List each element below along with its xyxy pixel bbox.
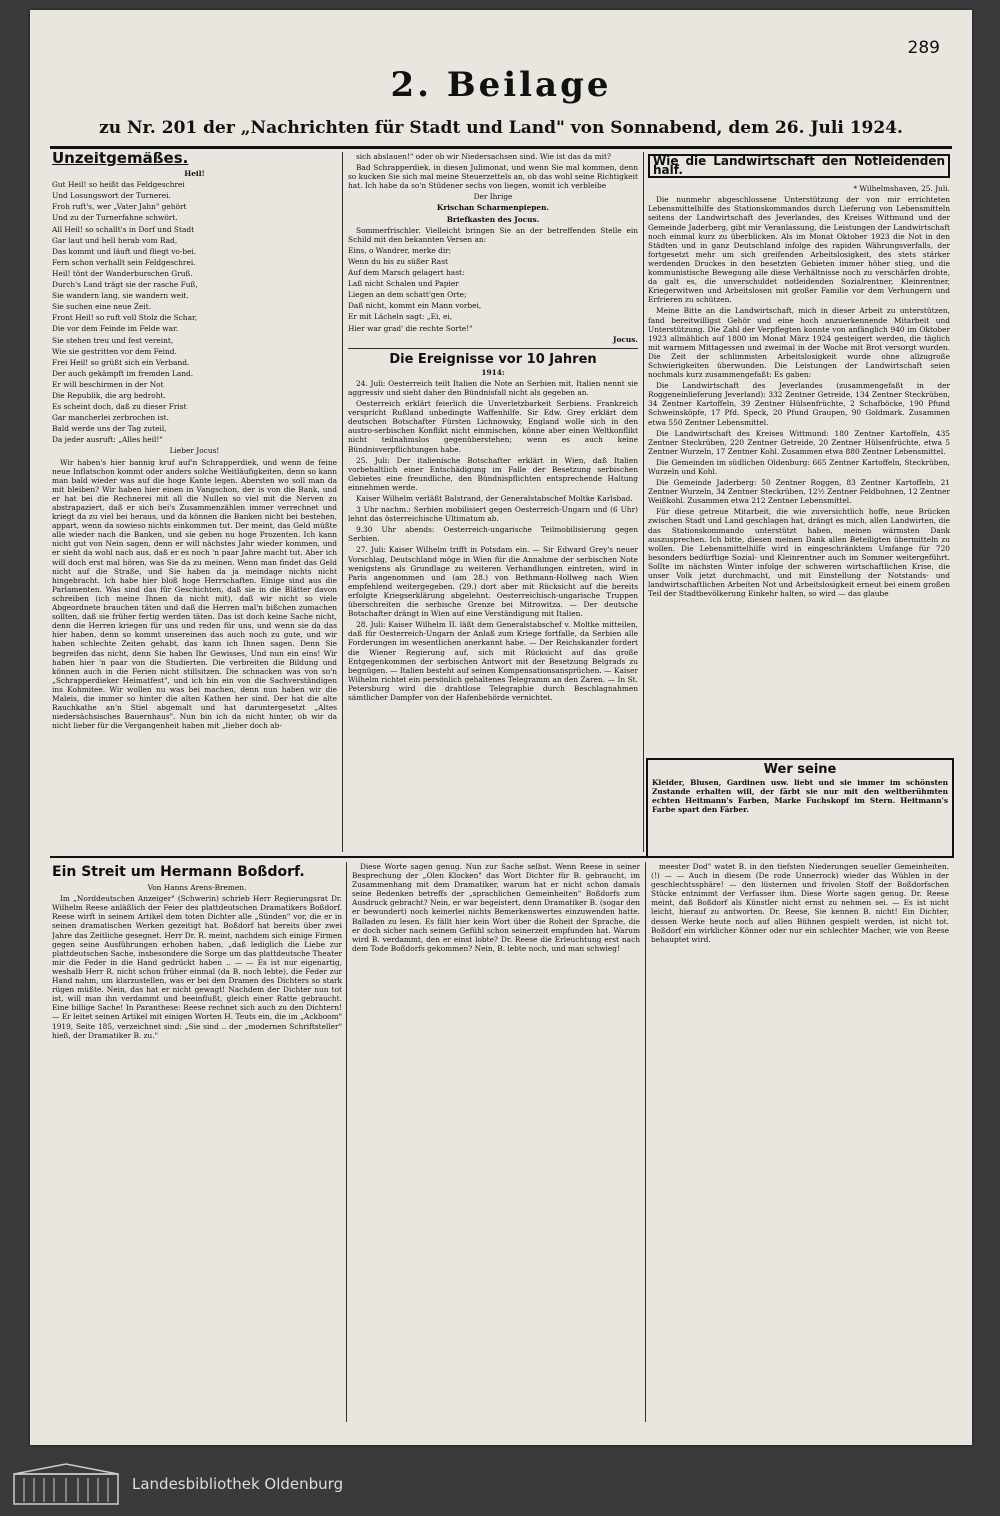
paragraph: Die Gemeinden im südlichen Oldenburg: 665 Zentner Kartoffeln, Steckrüben, Wurzeln und Kohl. [648,457,950,476]
article-rule [50,856,952,858]
event-entry: 3 Uhr nachm.: Serbien mobilisiert gegen Oesterreich-Ungarn und (6 Uhr) lehnt das österreichische Ultimatum ab. [348,505,638,524]
letter-text: Wir haben's hier bannig kruf auf'n Schrapperdiek, und wenn de feine neue Inflatschon kommt oder anders solche Weitläufigkeiten, denn so kann man bald wieder was auf die hoge Kante legen. Abersten wo soll man da mit bleiben? Wir haben hier einen in Vangschon, der is von die Bank, und er hat bei die Rechnerei mit all die Nullen so viel mit die Nerven zu abstrapaziert, daß er sich bei's Zusammenzählen immer verrechnet und kriegt da zu viel bei heraus, und da können die Banken nicht bei bestehen, appart, wenn da sowieso nichts einkommen tut. Der meint, das Geld müßte alle wieder nach die Banken, und sie geben nu hoge Prozenten. Ich kann nicht gut von Nein sagen, denn er will nächstes Jahr wieder kommen, und er sieht da wohl nach aus, daß er es noch 'n paar Jahre macht tut. Aber ich will doch erst mal hören, was Sie da zu meinen. Wenn man findet das Geld nicht auf die Straße, und Sie haben da ja meindage nichts nicht hingebracht. Ich habe hier bloß hoge Herrschaften. Einige sind aus die Parlamenten. Was sind das für Geschichten, daß sie in die Blätter davon schreiben (ich meine Ihnen da nicht mit), daß wir nicht so viele Abgeordnete brauchen täten und daß die Herren mal'n bißchen zumachen sollten, daß sie früher fertig werden täten. Das ist doch keine Sache nicht, denn die Herren kriegen für uns und reden für uns, und wenn sie da das hier haben, denn so kommt unsereinen das auch noch zu gute, und wir haben schlechte Zeiten gehabt, das kann ich Ihnen sagen. Denn Sie begreifen das nicht, denn Sie haben Ihr Gewisses, Und nun ein eins! Wir haben hier 'n paar von die Studierten. Die verbreiten die Bildung und können auch in die Ferien nicht stillsitzen. Die schnacken was von so'n „Schrapperdieker Heimatfest", und ich bin ein von die Sachverständigen ins Kohmitee. Wir wollen nu was bei machen, denn nun haben wir die Maleis, die immer so hinter die alten Kathen her sind. Der hat die alte Rauchkathe an'n Stiel abgemalt und hat daruntergesetzt „Altes niedersächsisches Bauernhaus". Nun bin ich da nicht hinter, ob wir da nicht lieber für die Vergangenheit haben mit „lieber doch ab- [52,457,337,731]
poem-line: Gar mancherlei zerbrochen ist. [52,413,169,423]
event-entry: 28. Juli: Kaiser Wilhelm II. läßt dem Generalstabschef v. Moltke mitteilen, daß für Oesterreich-Ungarn der Anlaß zum Kriege fortfalle, da Serbien alle Forderungen im wesentlichen anerkannt habe. — Der Reichskanzler fordert die Wiener Regierung auf, sich mit Rücksicht auf das große Entgegenkommen der serbischen Antwort mit der Besetzung Belgrads zu begnügen. — Italien besteht auf seinen Kompensationsansprüchen. — Kaiser Wilhelm richtet ein persönlich gehaltenes Telegramm an den Zaren. — In St. Petersburg wird die drahtlose Telegraphie durch Beschlagnahmen sämtlicher Dampfer von der Hafenbehörde vernichtet. [348,620,638,702]
poem-line: Gut Heil! so heißt das Feldgeschrei [52,180,185,190]
poem-line: Da jeder ausruft: „Alles heil!" [52,435,163,445]
events-year: 1914: [481,367,505,377]
col2-text-1: sich abslauen!" oder ob wir Niedersachsen sind. Wie ist das da mit? [356,152,611,161]
article-column-2 [352,862,640,1422]
article-text-a: Im „Norddeutschen Anzeiger" (Schwerin) schrieb Herr Regierungsrat Dr. Wilhelm Reese anläßlich der Feier des plattdeutschen Dramatikers Boßdorf. Reese wirft in seinem Artikel dem toten Dichter alle „Sünden" vor, die er in seinen dramatischen Werken gezeitigt hat. Boßdorf hat bereits über zwei Jahre das Zeitliche gesegnet. Herr Dr. R. meint, nachdem sich einige Firmen gegen seine Ausführungen erhoben haben, „daß lediglich die Liebe zur plattdeutschen Sache, insbesondere die Sorge um das plattdeutsche Theater mir die Feder in die Hand gedrückt haben .. — — Es ist nur eigenartig, weshalb Herr R. nicht schon früher einmal (da B. noch lebte), die Feder zur Hand nahm, um klarzustellen, was er bei den Dramen des Dichters so stark rügen müßte. Nein, das hat er nicht gewagt! Nachdem der Dichter nun tot ist, will man ihn verdammt und beeinflußt, gleich einer Ratte gebraucht. Eine billige Sache! In Paranthese: Reese rechnet sich auch zu den Dichtern! — Er leitet seinen Artikel mit einigen Worten H. Teuts ein, die im „Ackboom" 1919, Seite 185, verzeichnet sind: „Sie sind .. der „modernen Schriftsteller" hieß, der Dramatiker B. zu." [52,894,342,1040]
poem-line: Und Losungswort der Turnerei. [52,191,171,201]
paragraph: Die Landwirtschaft des Kreises Wittmund: 180 Zentner Kartoffeln, 435 Zentner Steckrüben, 220 Zentner Getreide, 20 Zentner Hülsenfrüchte, etwa 5 Zentner Wurzeln, 17 Zentner Kohl. Zusammen etwa 880 Zentner Lebensmittel. [648,428,950,456]
signature-name: Krischan Scharmenpiepen. [436,203,550,213]
article-text-c: meester Dod" watet B. in den tiefsten Niederungen seueller Gemeinheiten. (!) — — Auch in diesem (De rode Unnerrock) wieder das Wühlen in der geschlechtssphäre! — den lüsternen und frivolen Stoff der Boßdorfschen Stücke entnimmt der Verfasser ihm. Diese Worte sagen genug. Dr. Reese meint, daß Boßdorf als Künstler nicht ernst zu nehmen sei. — Es ist nicht leicht, hierauf zu antworten. Dr. Reese, Sie kennen B. nicht! Ein Dichter, dessen Werke heute noch auf allen Bühnen gespielt werden, ist nicht tot. Boßdorf ein wirklicher Könner oder nur ein schlechter Macher, wie von Reese behauptet wird. [651,862,949,944]
poem-line: Er will beschirmen in der Not [52,379,164,389]
poem-line: Gar laut und hell herab vom Rad, [52,235,178,245]
header-rule [50,146,952,149]
event-entry: Kaiser Wilhelm verläßt Balstrand, der Generalstabschef Moltke Karlsbad. [356,494,633,503]
library-building-icon [12,1462,120,1506]
paragraph: Die Landwirtschaft des Jeverlandes (zusammengefaßt in der Roggeneinlieferung Jeverland): 332 Zentner Getreide, 134 Zentner Steckrüben, 34 Zentner Kartoffeln, 39 Zentner Hülsenfrüchte, 2 Schafböcke, 190 Pfund Schweinsköpfe, 17 Pfd. Speck, 20 Pfund Graupen, 90 Goldmark. Zusammen etwa 550 Zentner Lebensmittel. [648,381,950,427]
verse-line: Daß nicht, kommt ein Mann vorbei, [348,301,482,311]
advert-text: Kleider, Blusen, Gardinen usw. liebt und sie immer im schönsten Zustande erhalten will, der färbt sie nur mit den weltberühmten echten Heitmann's Farben, Marke Fuchskopf im Stern. Heitmann's Farbe spart den Färber. [652,778,948,815]
poem-line: Die Republik, die arg bedroht. [52,390,166,400]
section-rule [348,348,638,349]
landwirtschaft-text [648,195,950,598]
verse-line: Liegen an dem schatt'gen Orte; [348,290,467,300]
paragraph: Die Gemeinde Jaderberg: 50 Zentner Roggen, 83 Zentner Kartoffeln, 21 Zentner Wurzeln, 34 Zentner Steckrüben, 12½ Zentner Feldbohnen, 12 Zentner Weißkohl. Zusammen etwa 212 Zentner Lebensmittel. [648,478,950,506]
supplement-subtitle: zu Nr. 201 der „Nachrichten für Stadt und Land" von Sonnabend, dem 26. Juli 1924. [99,118,903,138]
poem-line: Wie sie gestritten vor dem Feind. [52,346,177,356]
newspaper-page [30,10,972,1445]
column-unzeitgemaesses [52,152,337,852]
page-number: 289 [907,38,940,58]
article-column-1 [52,862,342,1422]
events-list [348,379,638,702]
event-entry: 24. Juli: Oesterreich teilt Italien die Note an Serbien mit, Italien nennt sie aggressiv und sieht daher den Bündnisfall nicht als gegeben an. [348,378,638,397]
article-column-3 [651,862,949,1422]
poem-line: Froh ruft's, wer „Vater Jahn" gehört [52,202,187,212]
advert-box [646,758,954,858]
poem-line: Die vor dem Feinde im Felde war. [52,324,179,334]
poem [52,180,337,444]
article-heading: Ein Streit um Hermann Boßdorf. [52,864,305,880]
verse-line: Eins, o Wandrer, merke dir; [348,245,452,255]
verse-line: Er mit Lächeln sagt: „Ei, ei, [348,312,453,322]
poem-line: Bald werde uns der Tag zuteil, [52,424,167,434]
poem-line: Durch's Land trägt sie der rasche Fuß, [52,280,198,290]
paragraph: Meine Bitte an die Landwirtschaft, mich in dieser Arbeit zu unterstützen, fand bereitwilligst Gehör und eine hoch anzuerkennende Mitarbeit und Unterstützung. Die Zahl der Verpflegten konnte von anfänglich 940 im Oktober 1923 allmählich auf 1800 im Monat März 1924 gesteigert werden, die täglich mit warmem Mittagessen und zweimal in der Woche mit Brot versorgt wurden. Die Zeit der schlimmsten Arbeitslosigkeit wurde ohne allzugroße Schwierigkeiten überwunden. Die Leistungen der Landwirtschaft seien nochmals kurz zusammengefaßt: Es gaben: [648,306,950,380]
verse-line: Laß nicht Schalen und Papier [348,279,459,289]
poem-line: Sie wandern lang, sie wandern weit. [52,291,189,301]
event-entry: 25. Juli: Der italienische Botschafter erklärt in Wien, daß Italien vorbehaltlich einer Entschädigung im Falle der Besetzung serbischen Gebietes eine freundliche, den Bündnispflichten entsprechende Haltung einnehmen werde. [348,455,638,492]
landwirtschaft-heading: Wie die Landwirtschaft den Notleidenden half. [648,154,950,178]
poem-line: Heil! tönt der Wanderburschen Gruß. [52,268,193,278]
poem-line: Das kommt und läuft und fliegt vo-bei. [52,246,197,256]
briefkasten-text: Sommerfrischler. Vielleicht bringen Sie an der betreffenden Stelle ein Schild mit den bekannten Versen an: [348,225,638,244]
poem-line: Sie stehen treu und fest vereint, [52,335,174,345]
dateline: * Wilhelmshaven, 25. Juli. [853,184,950,194]
poem-line: Front Heil! so ruft voll Stolz die Schar, [52,313,198,323]
col2-text-2: Bad Schrapperdiek, in diesen Julimonat, und wenn Sie mal kommen, denn so kucken Sie sich mal meine Steuerzettels an, ob das wohl seine Richtigkeit hat. Ich habe da so'n Stüdener sechs von liegen, womit ich verbleibe [348,163,638,191]
library-name: Landesbibliothek Oldenburg [132,1475,344,1493]
briefkasten-heading: Briefkasten des Jocus. [446,214,540,224]
article-byline: Von Hanns Arens-Bremen. [147,883,247,893]
poem-line: Und zu der Turnerfahne schwört. [52,213,178,223]
poem-line: Es scheint doch, daß zu dieser Frist [52,402,187,412]
poem-title: Heil! [184,169,205,179]
section-heading: Unzeitgemäßes. [52,152,189,167]
poem-line: Der auch gekämpft im fremden Land. [52,368,194,378]
poem-line: Frei Heil! so grüßt sich ein Verband. [52,357,190,367]
events-heading: Die Ereignisse vor 10 Jahren [389,351,597,367]
paragraph: Für diese getreue Mitarbeit, die wie zuversichtlich hoffe, neue Brücken zwischen Stadt und Land geschlagen hat, drängt es mich, allen Landwirten, die das Stationskommando unterstützt haben, meinen wärmsten Dank auszusprechen. Ich bitte, diesen meinen Dank allen Beteiligten übermitteln zu wollen. Die Lebensmittelhilfe wird in eingeschränktem Umfange für 720 besonders bedürftige Sozial- und Kleinrentner auch im Sommer weitergeführt. Sollte im nächsten Winter infolge der schweren wirtschaftlichen Krise, die unser Volk jetzt durchmacht, und mit Einstellung der Notstands- und landwirtschaftlichen Arbeiten Not und Arbeitslosigkeit erneut bei einem großen Teil der Stadtbevölkerung Einkehr halten, so wird — das glaube [648,507,950,599]
event-entry: 27. Juli: Kaiser Wilhelm trifft in Potsdam ein. — Sir Edward Grey's neuer Vorschlag, Deutschland möge in Wien für die Annahme der serbischen Note wenigstens als Grundlage zu weiteren Verhandlungen eintreten, wird in Paris angenommen und (am 28.) von Bethmann-Hollweg nach Wien empfehlend weitergegeben. (29.) dort aber mit Rücksicht auf die bereits erfolgte Kriegserklärung abgelehnt. Oesterreichisch-ungarische Truppen überschreiten die serbische Grenze bei Mitrowitza. — Der deutsche Botschafter drängt in Wien auf eine Verständigung mit Italien. [348,545,638,619]
article-text-b: Diese Worte sagen genug. Nun zur Sache selbst. Wenn Reese in seiner Besprechung der „Olen Klocken" das Wort Dichter für B. gebraucht, im Zusammenhang mit dem Dramatiker, warum hat er nicht schon damals seine Bedenken betreffs der „sprachlichen Gemeinheiten" Boßdorfs zum Ausdruck gebracht? Nein, er war begeistert, denn Dramatiker B. (sogar den er bewundert) noch keinerlei nichts Bemerkenswertes einzuwenden hatte. Balladen zu lesen. Es fällt hier kein Wort über die Roheit der Sprache, die er doch sicher nach seinem Gefühl schon seinerzeit empfunden hat. Warum wird B. verdammt, den er einst lobte? Dr. Reese die Erleuchtung erst nach dem Tode Boßdorfs gekommen? Nein, B. lebte noch, und man schwieg! [352,862,640,953]
paragraph: Die nunmehr abgeschlossene Unterstützung der von mir errichteten Lebensmittelhilfe des Stationskommandos durch Lieferung von Lebensmitteln seitens der Landwirtschaft des Jeverlandes, des Kreises Wittmund und der Gemeinde Jaderberg, gibt mir Veranlassung, die Leistungen der Landwirtschaft noch einmal kurz zu überblicken. Als im Monat Oktober 1923 die Not in den Städten und in ganz Deutschland infolge des rapiden Währungsverfalls, der fortgesetzt mehr um sich greifenden Arbeitslosigkeit, des stets stärker werdenden Druckes in den besetzten Gebieten immer höher stieg, und die kommunistische Bewegung alle diese Verhältnisse noch zu verschärfen drohte, da galt es, die unverschuldet notleidenden Sozialrentner, Kleinrentner, Kriegerwitwen und Arbeitslosen mit großer Familie vor dem Verhungern und Erfrieren zu schützen. [648,195,950,305]
poem-line: All Heil! so schallt's in Dorf und Stadt [52,224,195,234]
column-divider [643,152,644,852]
poem-line: Sie suchen eine neue Zeit. [52,302,152,312]
viewer-footer [0,1452,1000,1516]
column-divider [342,152,343,852]
letter-greeting: Lieber Jocus! [169,446,220,456]
signature-line: Der Ihrige [473,192,513,202]
column-landwirtschaft [648,152,950,750]
event-entry: Oesterreich erklärt feierlich die Unverletzbarkeit Serbiens. Frankreich verspricht Rußland unbedingte Waffenhilfe. Sir Edw. Grey erklärt dem deutschen Botschafter Fürsten Lichnowsky, England wolle sich in den austro-serbischen Konflikt nicht einmischen, könne aber einen Weltkonflikt nicht teilnahmslos gegenüberstehen; wenn es auch keine Bündnisverpflichtungen habe. [348,399,638,454]
verse-line: Hier war grad' die rechte Sorte!" [348,323,473,333]
verse-line: Auf dem Marsch gelagert hast: [348,268,465,278]
jocus-signature: Jocus. [612,334,638,344]
column-divider [346,862,347,1422]
poem-line: Fern schon verhallt sein Feldgeschrei. [52,257,196,267]
column-divider [645,862,646,1422]
event-entry: 9.30 Uhr abends: Oesterreich-ungarische Teilmobilisierung gegen Serbien. [348,525,638,544]
verse [348,246,638,333]
advert-heading: Wer seine [763,762,837,777]
column-ereignisse [348,152,638,852]
verse-line: Wenn du bis zu süßer Rast [348,256,448,266]
supplement-title: 2. Beilage [390,65,612,105]
